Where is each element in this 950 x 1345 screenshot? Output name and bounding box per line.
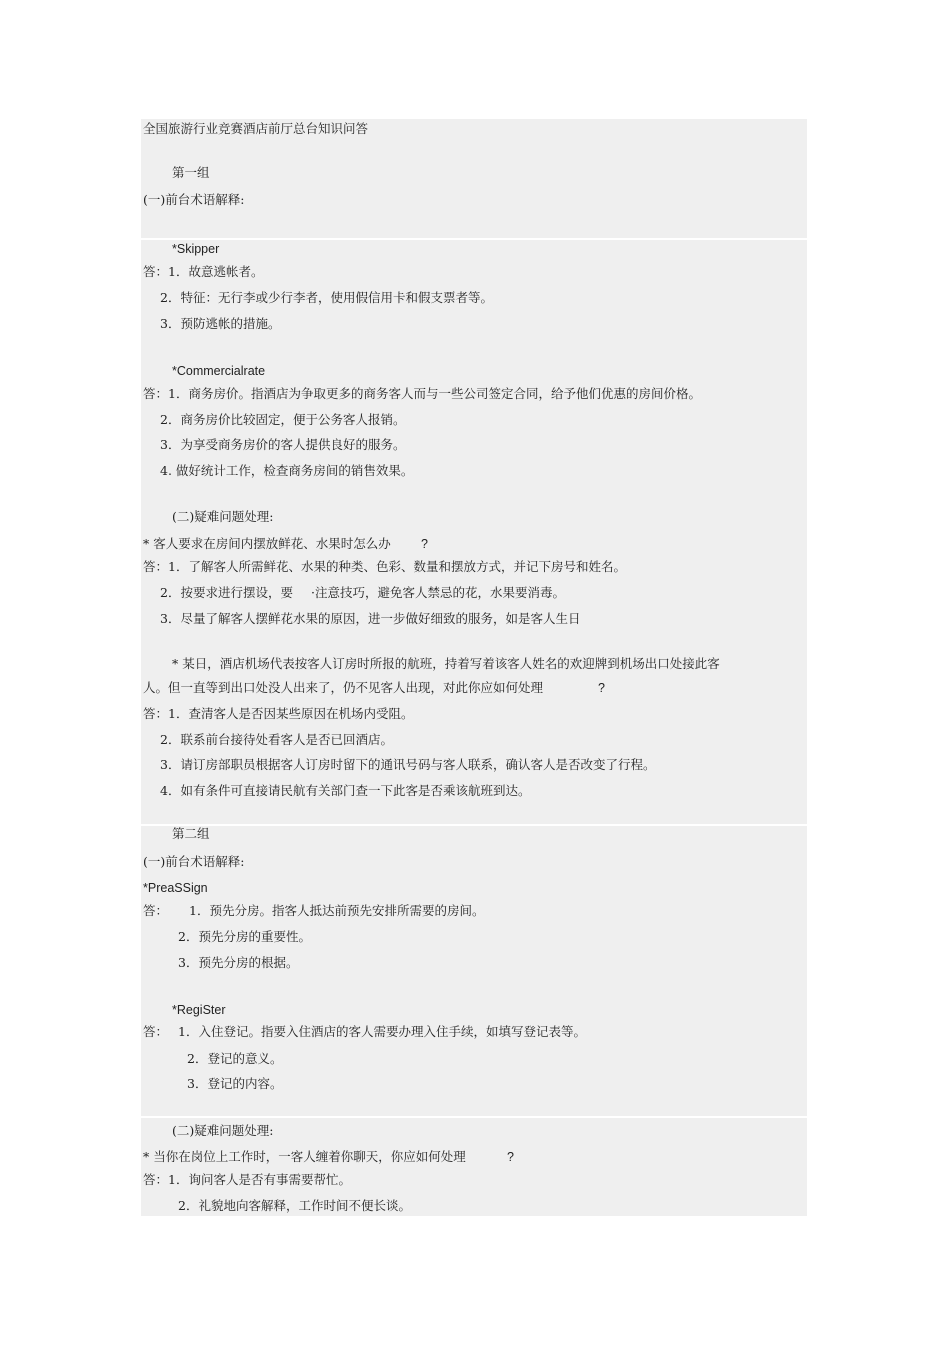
answer-line: ·注意技巧，避免客人禁忌的花，水果要消毒。 <box>311 585 565 600</box>
group-heading: 第一组 <box>172 165 210 180</box>
answer-line: 1．入住登记。指要入住酒店的客人需要办理入住手续，如填写登记表等。 <box>178 1024 586 1039</box>
question-line: * 某日，酒店机场代表按客人订房时所报的航班，持着写着该客人姓名的欢迎牌到机场出口处接此客 <box>172 656 720 671</box>
answer-line: 2．预先分房的重要性。 <box>178 929 311 944</box>
answer-line: 答：1．询问客人是否有事需要帮忙。 <box>143 1172 351 1187</box>
section-heading: (二)疑难问题处理: <box>172 1123 274 1138</box>
answer-line: 2．登记的意义。 <box>187 1051 283 1066</box>
answer-line: 4．如有条件可直接请民航有关部门查一下此客是否乘该航班到达。 <box>160 783 531 798</box>
answer-prefix: 答： <box>143 903 169 918</box>
answer-line: 4. 做好统计工作，检查商务房间的销售效果。 <box>160 463 414 478</box>
answer-prefix: 答： <box>143 1024 169 1039</box>
answer-line: 答：1．商务房价。指酒店为争取更多的商务客人而与一些公司签定合同，给予他们优惠的房间价格。 <box>143 386 701 401</box>
term-name: *Commercialrate <box>172 364 266 378</box>
question-line: * 当你在岗位上工作时，一客人缠着你聊天，你应如何处理 <box>143 1149 466 1164</box>
question-mark: ? <box>421 537 428 551</box>
section-heading: (一)前台术语解释: <box>143 192 245 207</box>
term-name: *PreaSSign <box>143 881 208 895</box>
answer-line: 3．尽量了解客人摆鲜花水果的原因，进一步做好细致的服务，如是客人生日 <box>160 611 581 626</box>
answer-line: 答：1．故意逃帐者。 <box>143 264 264 279</box>
answer-line: 3．预防逃帐的措施。 <box>160 316 281 331</box>
question-mark: ? <box>598 681 605 695</box>
section-heading: (二)疑难问题处理: <box>172 509 274 524</box>
answer-line: 2．联系前台接待处看客人是否已回酒店。 <box>160 732 393 747</box>
section-heading: (一)前台术语解释: <box>143 854 245 869</box>
question-line: * 客人要求在房间内摆放鲜花、水果时怎么办 <box>143 536 391 551</box>
term-name: *Skipper <box>172 242 220 256</box>
question-line: 人。但一直等到出口处没人出来了，仍不见客人出现，对此你应如何处理 <box>143 680 544 695</box>
question-mark: ? <box>507 1150 514 1164</box>
answer-line: 2．按要求进行摆设，要 <box>160 585 293 600</box>
term-name: *RegiSter <box>172 1003 226 1017</box>
page-title: 全国旅游行业竞赛酒店前厅总台知识问答 <box>143 121 369 136</box>
answer-line: 3．预先分房的根据。 <box>178 955 299 970</box>
answer-line: 3．登记的内容。 <box>187 1076 283 1091</box>
answer-line: 3．为享受商务房价的客人提供良好的服务。 <box>160 437 406 452</box>
answer-line: 1．预先分房。指客人抵达前预先安排所需要的房间。 <box>189 903 485 918</box>
answer-line: 答：1．查清客人是否因某些原因在机场内受阻。 <box>143 706 414 721</box>
answer-line: 答：1．了解客人所需鲜花、水果的种类、色彩、数量和摆放方式，并记下房号和姓名。 <box>143 559 626 574</box>
answer-line: 2．礼貌地向客解释，工作时间不便长谈。 <box>178 1198 411 1213</box>
answer-line: 2．特征：无行李或少行李者，使用假信用卡和假支票者等。 <box>160 290 493 305</box>
answer-line: 3．请订房部职员根据客人订房时留下的通讯号码与客人联系，确认客人是否改变了行程。 <box>160 757 656 772</box>
group-heading: 第二组 <box>172 826 210 841</box>
answer-line: 2．商务房价比较固定，便于公务客人报销。 <box>160 412 406 427</box>
